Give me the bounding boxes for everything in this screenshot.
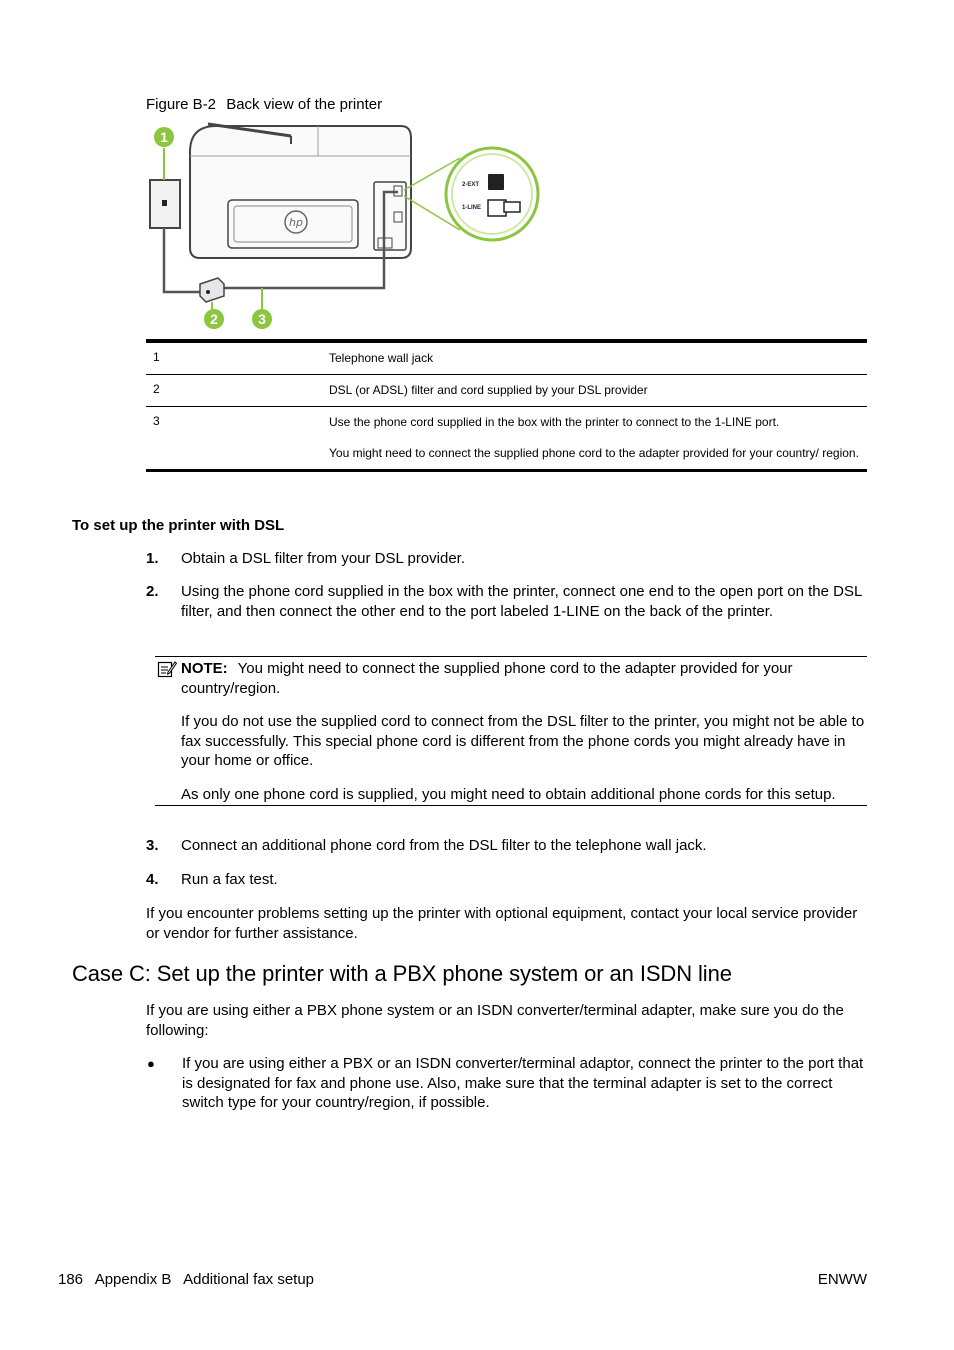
callout-3-label: 3 — [258, 311, 266, 327]
callout-1-label: 1 — [160, 129, 168, 145]
closing-paragraph: If you encounter problems setting up the printer with optional equipment, contact your local service provider or vendor for further assistance. — [146, 905, 858, 942]
legend-number: 3 — [153, 414, 160, 428]
figure-label: Figure B-2 — [146, 96, 217, 113]
bullet-icon: ● — [147, 1056, 155, 1071]
bullet-text: If you are using either a PBX or an ISDN converter/terminal adaptor, connect the printer to the port that is designated for fax and phone use. Also, make sure that the terminal adapter is set to the correct switch type for your country/region, if possible. — [182, 1055, 864, 1111]
callout-2-label: 2 — [210, 311, 218, 327]
step-number: 4. — [146, 871, 159, 888]
bullet-item — [146, 1054, 868, 1113]
step-text: Using the phone cord supplied in the box with the printer, connect one end to the open port on the DSL filter, and then connect the other end to the port labeled 1-LINE on the back of the printer. — [181, 583, 862, 620]
note-icon — [157, 660, 177, 678]
step-text: Run a fax test. — [181, 871, 278, 888]
note-paragraph: If you do not use the supplied cord to connect from the DSL filter to the printer, you might not be able to fax successfully. This special phone cord is different from the phone cords you might already have in your home or office. — [181, 713, 865, 769]
port-zoom-callout — [404, 148, 538, 240]
printer-body — [190, 124, 411, 258]
legend-row — [146, 407, 867, 469]
callout-3 — [252, 288, 272, 329]
note-box — [155, 656, 867, 806]
legend-number: 1 — [153, 350, 160, 364]
step-text: Obtain a DSL filter from your DSL provider. — [181, 550, 466, 567]
page-footer-right: ENWW — [817, 1271, 867, 1288]
step-number: 2. — [146, 583, 159, 600]
note-text: You might need to connect the supplied phone cord to the adapter provided for your country/region. — [181, 660, 793, 697]
telephone-wall-jack — [150, 180, 180, 228]
procedure-heading: To set up the printer with DSL — [72, 517, 285, 534]
legend-row — [146, 343, 867, 375]
port-label-line: 1-LINE — [462, 205, 482, 211]
step-text: Connect an additional phone cord from the DSL filter to the telephone wall jack. — [181, 837, 707, 854]
legend-row — [146, 375, 867, 407]
procedure-step — [146, 836, 866, 856]
section-heading: Case C: Set up the printer with a PBX phone system or an ISDN line — [72, 961, 732, 986]
figure-legend-table — [146, 339, 867, 472]
legend-text: Telephone wall jack — [329, 351, 434, 365]
note-label: NOTE: — [181, 660, 228, 677]
figure-title: Back view of the printer — [226, 96, 383, 113]
procedure-step — [146, 582, 866, 621]
step-number: 3. — [146, 837, 159, 854]
legend-description — [329, 375, 867, 406]
callout-1 — [154, 127, 174, 180]
svg-text:hp: hp — [289, 216, 303, 229]
legend-description — [329, 407, 867, 469]
section-intro: If you are using either a PBX phone system or an ISDN converter/terminal adapter, make sure you do the following: — [146, 1002, 844, 1039]
legend-description — [329, 343, 867, 374]
port-label-ext: 2-EXT — [462, 182, 480, 188]
legend-number: 2 — [153, 382, 160, 396]
legend-text: You might need to connect the supplied phone cord to the adapter provided for your country/ region. — [329, 446, 859, 460]
note-paragraph — [181, 659, 867, 698]
step-number: 1. — [146, 550, 159, 567]
note-paragraph: As only one phone cord is supplied, you might need to obtain additional phone cords for this setup. — [181, 785, 836, 803]
dsl-filter — [200, 278, 224, 302]
legend-text: Use the phone cord supplied in the box with the printer to connect to the 1-LINE port. — [329, 415, 780, 429]
figure-caption — [146, 96, 382, 113]
page-footer-left: 186 Appendix B Additional fax setup — [58, 1271, 315, 1288]
callout-2 — [204, 302, 224, 329]
procedure-step — [146, 549, 866, 569]
printer-back-view-illustration — [146, 120, 546, 335]
note-body — [181, 659, 867, 804]
legend-text: DSL (or ADSL) filter and cord supplied by your DSL provider — [329, 383, 648, 397]
procedure-step — [146, 870, 866, 890]
